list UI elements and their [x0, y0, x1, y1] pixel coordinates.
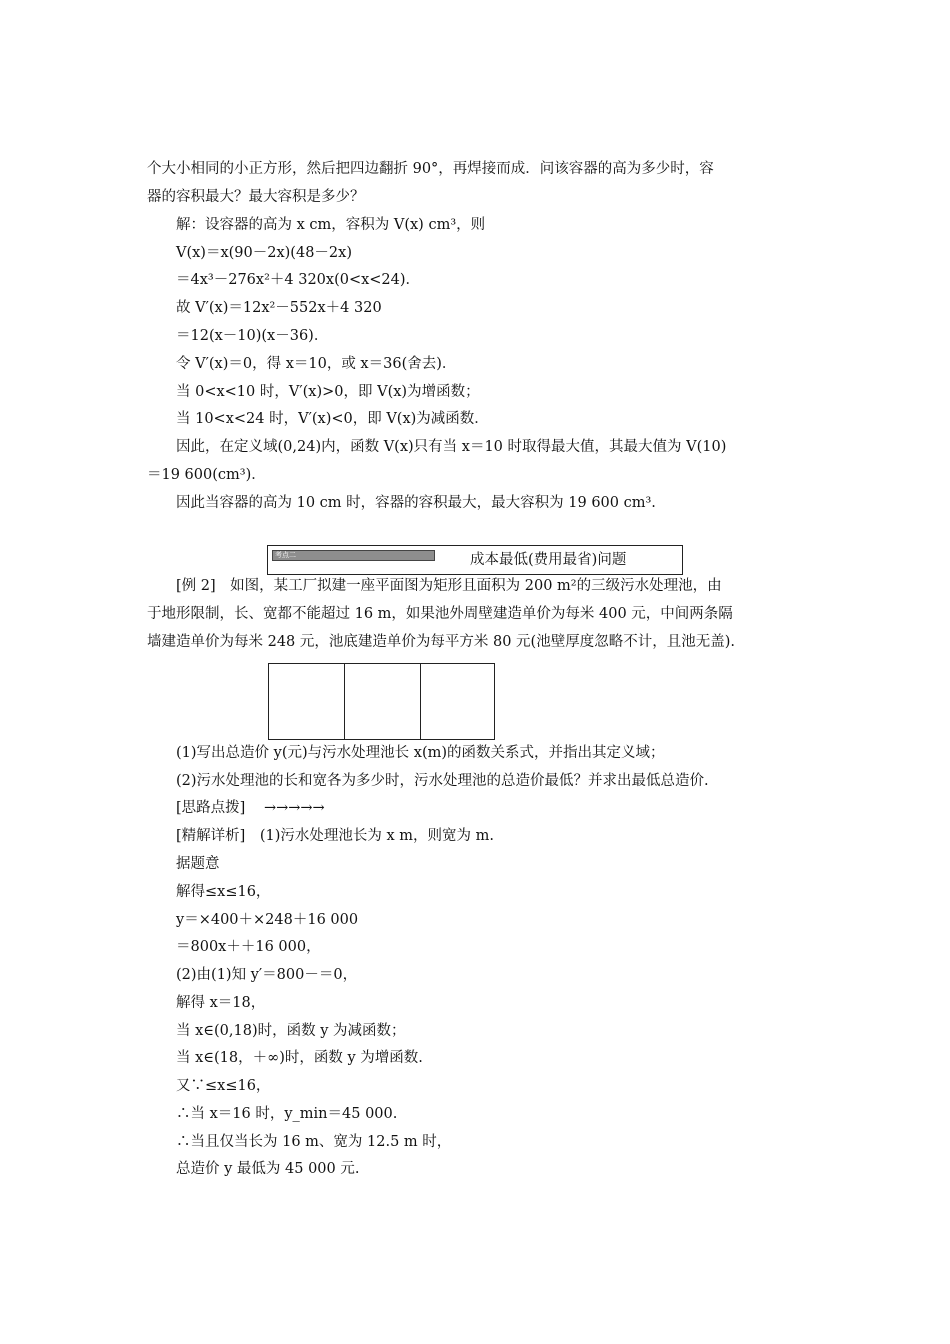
banner-tag-box — [272, 550, 435, 561]
answer-line: 总造价 y 最低为 45 000 元. — [176, 1161, 360, 1177]
answer-line: 当 x∈(18，＋∞)时，函数 y 为增函数. — [176, 1050, 423, 1066]
example-line: 墙建造单价为每米 248 元，池底建造单价为每平方米 80 元(池壁厚度忽略不计，且池无盖). — [147, 634, 735, 650]
solution-line: 因此当容器的高为 10 cm 时，容器的容积最大，最大容积为 19 600 cm³. — [176, 495, 656, 511]
solution-line: V(x)＝x(90－2x)(48－2x) — [176, 245, 352, 261]
solution-line: ＝4x³－276x²＋4 320x(0<x<24)． — [176, 272, 421, 288]
answer-line: ∴当且仅当长为 16 m、宽为 12.5 m 时， — [176, 1134, 452, 1150]
solution-line: 故 V′(x)＝12x²－552x＋4 320 — [176, 300, 382, 316]
answer-line: ＝800x＋＋16 000， — [176, 939, 321, 955]
answer-line: y＝×400＋×248＋16 000 — [176, 912, 359, 928]
pool-diagram — [268, 663, 495, 740]
solution-line: ＝12(x－10)(x－36)． — [176, 328, 329, 344]
answer-line: 据题意 — [176, 856, 220, 872]
hint-label: [思路点拨] — [176, 800, 246, 816]
example-line: [例 2] 如图，某工厂拟建一座平面图为矩形且面积为 200 m²的三级污水处理池，由 — [176, 578, 722, 594]
section-banner — [267, 545, 683, 575]
pool-cell-3 — [420, 663, 495, 740]
banner-tag: 考点二 — [275, 551, 296, 559]
solution-line: 当 10<x<24 时，V′(x)<0，即 V(x)为减函数． — [176, 411, 489, 427]
banner-title: 成本最低(费用最省)问题 — [470, 552, 627, 568]
paragraph-line: 个大小相同的小正方形，然后把四边翻折 90°，再焊接而成．问该容器的高为多少时，容 — [147, 161, 714, 177]
pool-cell-1 — [268, 663, 345, 740]
hint-line — [176, 798, 325, 818]
solution-line: 令 V′(x)＝0，得 x＝10，或 x＝36(舍去)． — [176, 356, 457, 372]
hint-arrows: →→→→→ — [263, 800, 325, 816]
example-line: 于地形限制，长、宽都不能超过 16 m，如果池外周壁建造单价为每米 400 元，中间两条隔 — [147, 606, 733, 622]
pool-cell-2 — [344, 663, 421, 740]
paragraph-line: 器的容积最大？最大容积是多少？ — [147, 189, 365, 205]
question-line: (1)写出总造价 y(元)与污水处理池长 x(m)的函数关系式，并指出其定义域； — [176, 745, 665, 761]
solution-line: 当 0<x<10 时，V′(x)>0，即 V(x)为增函数； — [176, 384, 480, 400]
question-line: (2)污水处理池的长和宽各为多少时，污水处理池的总造价最低？并求出最低总造价. — [176, 773, 709, 789]
solution-line: 因此，在定义域(0,24)内，函数 V(x)只有当 x＝10 时取得最大值，其最大值为 V(10) — [176, 439, 727, 455]
answer-line: 当 x∈(0,18)时，函数 y 为减函数； — [176, 1023, 406, 1039]
solution-line: ＝19 600(cm³)． — [147, 467, 266, 483]
answer-line: 解得 x＝18， — [176, 995, 266, 1011]
solution-line: 解：设容器的高为 x cm，容积为 V(x) cm³，则 — [176, 217, 486, 233]
answer-line: 又∵≤x≤16， — [176, 1078, 271, 1094]
answer-line: ∴当 x＝16 时，y_min＝45 000. — [176, 1106, 398, 1122]
answer-line: (2)由(1)知 y′＝800－＝0， — [176, 967, 358, 983]
answer-line: [精解详析] (1)污水处理池长为 x m，则宽为 m. — [176, 828, 494, 844]
answer-line: 解得≤x≤16， — [176, 884, 271, 900]
